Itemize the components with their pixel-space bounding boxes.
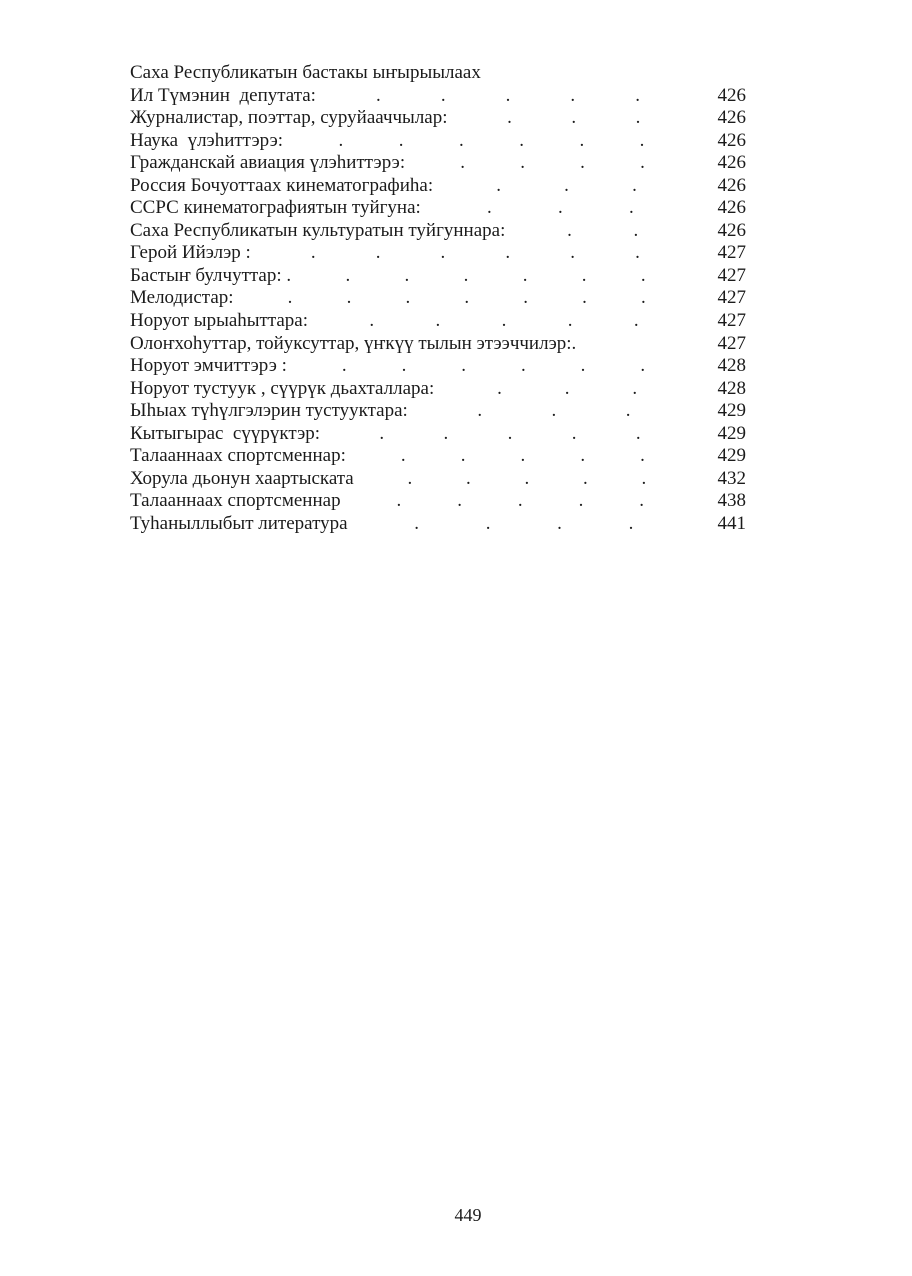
toc-entry-label: Саха Республикатын культуратын туйгуннара: xyxy=(130,219,506,241)
leader-dot: . xyxy=(369,310,375,332)
toc-entry-label: Россия Бочуоттаах кинематографиһа: xyxy=(130,174,434,196)
toc-entry-label: Журналистар, поэттар, суруйааччылар: xyxy=(130,107,448,129)
toc-entry-page-number: 429 xyxy=(717,400,746,422)
toc-entry-page-number: 426 xyxy=(717,84,746,106)
leader-dot: . xyxy=(551,400,557,422)
leader-dot: . xyxy=(414,512,419,534)
dot-leader xyxy=(348,513,700,536)
leader-dot: . xyxy=(440,242,446,264)
leader-dot: . xyxy=(520,152,525,174)
leader-dot: . xyxy=(635,422,641,444)
leader-dot: . xyxy=(640,264,646,286)
toc-entry-label: Наука үлэһиттэрэ: xyxy=(130,129,284,151)
leader-dot: . xyxy=(641,467,647,489)
toc-row xyxy=(130,107,746,130)
leader-dot: . xyxy=(341,355,347,377)
toc-row xyxy=(130,152,746,175)
toc-row xyxy=(130,490,746,513)
toc-entry-page-number: 429 xyxy=(717,422,746,444)
toc-entry-page-number: 432 xyxy=(717,467,746,489)
toc-entry-label: Гражданскай авиация үлэһиттэрэ: xyxy=(130,152,406,174)
leader-dot: . xyxy=(517,490,523,512)
leader-dot: . xyxy=(466,467,471,489)
leader-dot: . xyxy=(404,264,410,286)
leader-dot: . xyxy=(524,467,530,489)
folio-page-number: 449 xyxy=(454,1205,482,1225)
toc-entry-page-number: 427 xyxy=(717,264,746,286)
toc-entry-label: Мелодистар: xyxy=(130,287,234,309)
dot-leader xyxy=(308,310,700,333)
toc-entry-label: Талааннаах спортсменнар: xyxy=(130,445,346,467)
toc-entry-page-number: 426 xyxy=(717,219,746,241)
toc-entry-label: Норуот ырыаһыттара: xyxy=(130,310,309,332)
leader-dot: . xyxy=(582,287,587,309)
toc-row xyxy=(130,445,746,468)
leader-dot: . xyxy=(496,174,502,196)
leader-dot: . xyxy=(580,152,585,174)
toc-row xyxy=(130,85,746,108)
leader-dot: . xyxy=(633,310,639,332)
leader-dot: . xyxy=(505,84,511,106)
toc-row xyxy=(130,378,746,401)
leader-dot: . xyxy=(487,197,492,219)
leader-dot: . xyxy=(497,377,502,399)
leader-dot: . xyxy=(507,107,512,129)
toc-row xyxy=(130,130,746,153)
toc-entry-page-number: 426 xyxy=(717,152,746,174)
toc-entry-page-number: 426 xyxy=(717,197,746,219)
toc-entry-label: Олоҥхоһуттар, тойуксуттар, үҥкүү тылын этээччилэр:. xyxy=(130,332,577,354)
toc-entry-page-number: 427 xyxy=(717,332,746,354)
leader-dot: . xyxy=(460,152,466,174)
leader-dot: . xyxy=(338,129,344,151)
leader-dot: . xyxy=(435,310,441,332)
leader-dot: . xyxy=(443,422,449,444)
toc-row xyxy=(130,310,746,333)
toc-entry-label: Герой Ийэлэр : xyxy=(130,242,251,264)
leader-dot: . xyxy=(505,242,511,264)
leader-dot: . xyxy=(635,84,640,106)
dot-leader xyxy=(346,445,700,468)
leader-dot: . xyxy=(310,242,316,264)
leader-dot: . xyxy=(400,445,406,467)
toc-entry-label: Норуот тустуук , сүүрүк дьахталлара: xyxy=(130,377,435,399)
dot-leader xyxy=(320,423,700,446)
leader-dot: . xyxy=(346,287,352,309)
leader-dot: . xyxy=(460,445,466,467)
dot-leader xyxy=(283,130,700,153)
toc-entry-label: Ил Түмэнин депутата: xyxy=(130,84,316,106)
leader-dot: . xyxy=(567,310,573,332)
leader-dot: . xyxy=(571,422,577,444)
toc-row xyxy=(130,468,746,491)
toc-entry-page-number: 427 xyxy=(717,242,746,264)
dot-leader xyxy=(421,197,700,220)
toc-entry-page-number: 426 xyxy=(717,174,746,196)
toc-entry-label: Ыһыах түһүлгэлэрин тустууктара: xyxy=(130,400,408,422)
leader-dot: . xyxy=(632,377,638,399)
dot-leader xyxy=(251,242,700,265)
leader-dot: . xyxy=(570,242,575,264)
dot-leader xyxy=(433,175,700,198)
leader-dot: . xyxy=(579,129,585,151)
leader-dot: . xyxy=(625,400,631,422)
toc-entry-page-number: 429 xyxy=(717,445,746,467)
leader-dot: . xyxy=(345,264,351,286)
leader-dot: . xyxy=(396,490,402,512)
dot-leader xyxy=(341,490,700,513)
toc-row xyxy=(130,220,746,243)
leader-dot: . xyxy=(580,355,586,377)
leader-dot: . xyxy=(519,129,524,151)
toc-row xyxy=(130,355,746,378)
toc-entry-label: Норуот эмчиттэрэ : xyxy=(130,355,287,377)
leader-dot: . xyxy=(628,197,634,219)
leader-dot: . xyxy=(522,264,528,286)
dot-leader xyxy=(405,152,700,175)
leader-dot: . xyxy=(557,512,562,534)
toc-row xyxy=(130,242,746,265)
leader-dot: . xyxy=(581,264,587,286)
leader-dot: . xyxy=(639,129,645,151)
leader-dot: . xyxy=(485,512,491,534)
toc-row xyxy=(130,400,746,423)
leader-dot: . xyxy=(463,264,469,286)
toc-row xyxy=(130,197,746,220)
toc-entry-page-number: 426 xyxy=(717,107,746,129)
leader-dot: . xyxy=(641,287,646,309)
toc-entry-page-number: 428 xyxy=(717,355,746,377)
leader-dot: . xyxy=(440,84,446,106)
toc-entry-label: Туһаныллыбыт литература xyxy=(130,512,348,534)
toc-row xyxy=(130,265,746,288)
toc-entry-page-number: 426 xyxy=(717,129,746,151)
dot-leader xyxy=(448,107,700,130)
leader-dot: . xyxy=(558,197,563,219)
leader-dot: . xyxy=(640,355,646,377)
leader-dot: . xyxy=(379,422,385,444)
leader-dot: . xyxy=(633,219,639,241)
leader-dot: . xyxy=(461,355,466,377)
leader-dot: . xyxy=(567,219,572,241)
leader-dot: . xyxy=(635,107,641,129)
toc-entry-label: Талааннаах спортсменнар xyxy=(130,490,341,512)
toc-entry-page-number: 441 xyxy=(717,512,746,534)
leader-dot: . xyxy=(507,422,513,444)
toc-row xyxy=(130,333,746,356)
leader-dot: . xyxy=(477,400,483,422)
toc-entry-page-number: 427 xyxy=(717,310,746,332)
leader-dot: . xyxy=(640,445,645,467)
leader-dot: . xyxy=(635,242,640,264)
leader-dot: . xyxy=(564,377,570,399)
leader-dot: . xyxy=(632,174,637,196)
leader-dot: . xyxy=(564,174,569,196)
leader-dot: . xyxy=(405,287,411,309)
toc-entry-label: Хорула дьонун хаартыската xyxy=(130,467,354,489)
toc-row xyxy=(130,287,746,310)
leader-dot: . xyxy=(628,512,634,534)
leader-dot: . xyxy=(570,84,576,106)
toc-list xyxy=(130,62,746,535)
leader-dot: . xyxy=(501,310,507,332)
dot-leader xyxy=(354,468,700,491)
toc-entry-page-number: 428 xyxy=(717,377,746,399)
leader-dot: . xyxy=(375,242,381,264)
toc-entry-label: ССРС кинематографиятын туйгуна: xyxy=(130,197,421,219)
toc-row xyxy=(130,62,746,85)
leader-dot: . xyxy=(520,445,526,467)
toc-row xyxy=(130,423,746,446)
toc-entry-page-number: 427 xyxy=(717,287,746,309)
dot-leader xyxy=(316,85,700,108)
leader-dot: . xyxy=(580,445,586,467)
leader-dot: . xyxy=(640,152,645,174)
leader-dot: . xyxy=(571,107,577,129)
toc-row xyxy=(130,175,746,198)
leader-dot: . xyxy=(578,490,584,512)
dot-leader xyxy=(408,400,700,423)
dot-leader xyxy=(291,265,700,288)
leader-dot: . xyxy=(458,129,464,151)
leader-dot: . xyxy=(287,287,293,309)
toc-entry-label: Бастыҥ булчуттар: . xyxy=(130,264,292,286)
dot-leader xyxy=(434,378,700,401)
leader-dot: . xyxy=(398,129,404,151)
leader-dot: . xyxy=(523,287,528,309)
leader-dot: . xyxy=(520,355,526,377)
leader-dot: . xyxy=(639,490,645,512)
leader-dot: . xyxy=(464,287,470,309)
leader-dot: . xyxy=(407,467,413,489)
dot-leader xyxy=(505,220,700,243)
dot-leader xyxy=(234,287,700,310)
leader-dot: . xyxy=(376,84,381,106)
toc-row xyxy=(130,513,746,536)
leader-dot: . xyxy=(401,355,407,377)
toc-entry-page-number: 438 xyxy=(717,490,746,512)
toc-entry-label: Кытыгырас сүүрүктэр: xyxy=(130,422,321,444)
dot-leader xyxy=(287,355,700,378)
leader-dot: . xyxy=(583,467,588,489)
toc-entry-label: Саха Республикатын бастакы ыҥырыылаах xyxy=(130,62,481,83)
leader-dot: . xyxy=(457,490,462,512)
